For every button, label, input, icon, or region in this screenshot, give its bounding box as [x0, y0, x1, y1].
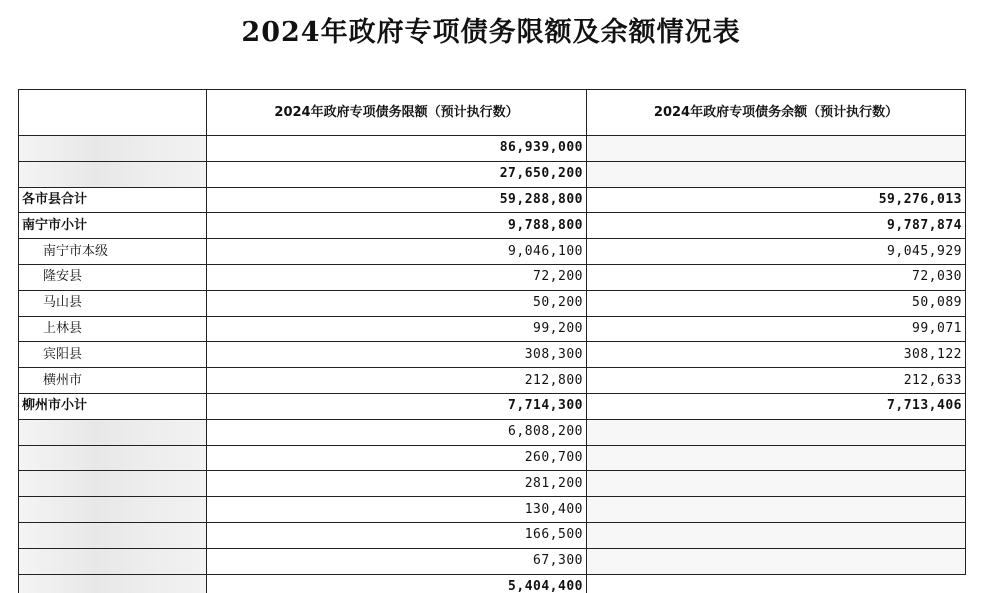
debt-table [18, 89, 966, 593]
region-cell: 马山县 [19, 290, 207, 316]
balance-cell [587, 522, 966, 548]
region-cell [19, 136, 207, 162]
table-row [19, 239, 966, 265]
limit-cell: 27,650,200 [207, 161, 587, 187]
region-cell [19, 548, 207, 574]
limit-cell: 72,200 [207, 264, 587, 290]
header-region [19, 90, 207, 136]
table-row [19, 393, 966, 419]
balance-cell: 212,633 [587, 368, 966, 394]
table-row [19, 264, 966, 290]
limit-cell: 7,714,300 [207, 393, 587, 419]
table-row [19, 136, 966, 162]
balance-cell: 59,276,013 [587, 187, 966, 213]
region-cell [19, 419, 207, 445]
limit-cell: 50,200 [207, 290, 587, 316]
region-cell: 上林县 [19, 316, 207, 342]
balance-cell [587, 136, 966, 162]
balance-cell [587, 471, 966, 497]
limit-cell: 308,300 [207, 342, 587, 368]
region-cell [19, 471, 207, 497]
table-row [19, 497, 966, 523]
region-cell: 各市县合计 [19, 187, 207, 213]
balance-cell [587, 445, 966, 471]
limit-cell: 86,939,000 [207, 136, 587, 162]
limit-cell: 9,788,800 [207, 213, 587, 239]
page-title: 2024年政府专项债务限额及余额情况表 [241, 17, 741, 48]
balance-cell: 7,713,406 [587, 393, 966, 419]
region-cell: 横州市 [19, 368, 207, 394]
table-row [19, 187, 966, 213]
table-row [19, 342, 966, 368]
table-row [19, 445, 966, 471]
limit-cell: 212,800 [207, 368, 587, 394]
balance-cell: 308,122 [587, 342, 966, 368]
table-row [19, 471, 966, 497]
region-cell: 宾阳县 [19, 342, 207, 368]
table-row [19, 316, 966, 342]
table-body [19, 136, 966, 593]
table-row [19, 213, 966, 239]
limit-cell: 260,700 [207, 445, 587, 471]
balance-cell [587, 497, 966, 523]
balance-cell: 50,089 [587, 290, 966, 316]
limit-cell: 9,046,100 [207, 239, 587, 265]
table-header-row [19, 90, 966, 136]
region-cell [19, 445, 207, 471]
limit-cell: 5,404,400 [207, 574, 587, 593]
region-cell [19, 522, 207, 548]
balance-cell [587, 574, 966, 593]
table-row [19, 290, 966, 316]
region-cell: 隆安县 [19, 264, 207, 290]
region-cell [19, 574, 207, 593]
table-row [19, 574, 966, 593]
balance-cell: 99,071 [587, 316, 966, 342]
balance-cell [587, 161, 966, 187]
region-cell: 柳州市小计 [19, 393, 207, 419]
table-row [19, 522, 966, 548]
limit-cell: 59,288,800 [207, 187, 587, 213]
region-cell: 南宁市本级 [19, 239, 207, 265]
region-cell [19, 161, 207, 187]
limit-cell: 99,200 [207, 316, 587, 342]
balance-cell: 72,030 [587, 264, 966, 290]
header-debt-balance: 2024年政府专项债务余额（预计执行数） [587, 90, 966, 136]
limit-cell: 130,400 [207, 497, 587, 523]
balance-cell: 9,045,929 [587, 239, 966, 265]
balance-cell: 9,787,874 [587, 213, 966, 239]
region-cell [19, 497, 207, 523]
balance-cell [587, 419, 966, 445]
limit-cell: 6,808,200 [207, 419, 587, 445]
table-row [19, 368, 966, 394]
table-row [19, 548, 966, 574]
header-debt-limit: 2024年政府专项债务限额（预计执行数） [207, 90, 587, 136]
region-cell: 南宁市小计 [19, 213, 207, 239]
balance-cell [587, 548, 966, 574]
limit-cell: 281,200 [207, 471, 587, 497]
table-row [19, 419, 966, 445]
limit-cell: 166,500 [207, 522, 587, 548]
table-row [19, 161, 966, 187]
limit-cell: 67,300 [207, 548, 587, 574]
